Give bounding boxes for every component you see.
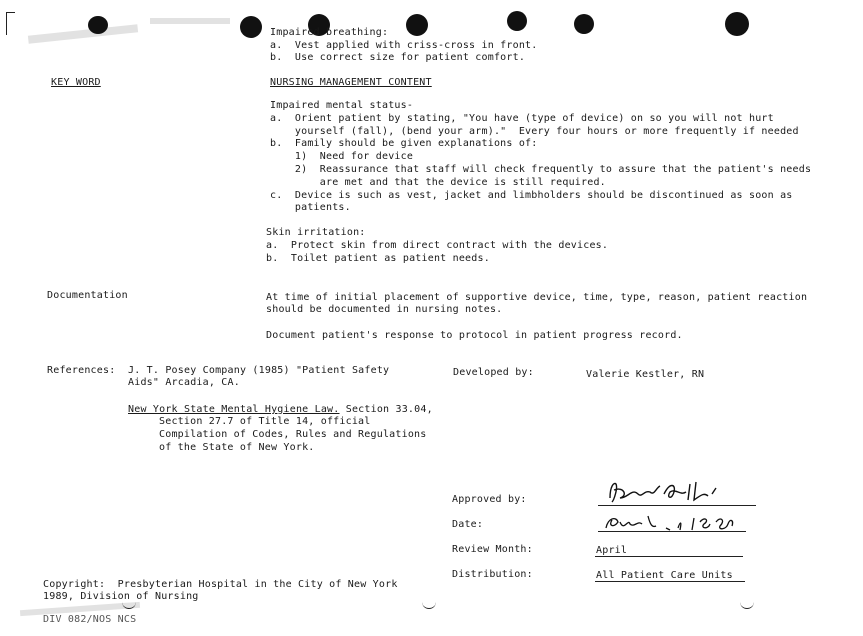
mental-item-c-line2: patients. [270,202,351,213]
date-line [598,531,746,532]
review-month-label: Review Month: [452,544,533,555]
developed-by-label: Developed by: [453,367,534,378]
skin-heading: Skin irritation: [266,227,366,238]
mental-item-c-line1: c. Device is such as vest, jacket and limbholders should be discontinued as soon as [270,190,793,201]
reference-2-title: New York State Mental Hygiene Law. [128,404,340,415]
scan-smudge [150,18,230,24]
documentation-line3: Document patient's response to protocol in patient progress record. [266,330,683,341]
punch-hole [88,16,108,34]
skin-item-b: b. Toilet patient as patient needs. [266,253,490,264]
reference-1-line1: J. T. Posey Company (1985) "Patient Safety [128,365,390,376]
scan-smudge [28,24,138,43]
documentation-line2: should be documented in nursing notes. [266,304,503,315]
breathing-item-a: a. Vest applied with criss-cross in front. [270,40,538,51]
copyright-line1: Copyright: Presbyterian Hospital in the City of New York [43,579,398,590]
content-heading: NURSING MANAGEMENT CONTENT [270,77,432,88]
mental-item-a-line1: a. Orient patient by stating, "You have (type of device) on so you will not hurt [270,113,774,124]
reference-2-section: Section 33.04, [339,404,433,415]
mental-heading: Impaired mental status- [270,100,414,111]
reference-1-line2: Aids" Arcadia, CA. [128,377,240,388]
distribution-label: Distribution: [452,569,533,580]
scan-arc-mark [422,600,436,609]
documentation-label: Documentation [47,290,128,301]
breathing-item-b: b. Use correct size for patient comfort. [270,52,526,63]
reference-2-line1 [128,404,433,416]
reference-2-line3: Compilation of Codes, Rules and Regulations [159,429,427,440]
mental-item-b-line1: b. Family should be given explanations of: [270,138,538,149]
punch-hole [240,16,262,38]
reference-2-line4: of the State of New York. [159,442,315,453]
punch-hole [725,12,749,36]
review-month-value: April [596,545,628,556]
approved-by-label: Approved by: [452,494,527,505]
punch-hole [406,14,428,36]
references-label: References: [47,365,116,376]
punch-hole [507,11,527,31]
distribution-line [595,581,745,582]
punch-hole [574,14,594,34]
approved-by-line [598,505,756,506]
scan-arc-mark [740,600,754,609]
approval-signature [604,478,756,506]
distribution-value: All Patient Care Units [596,570,733,581]
mental-item-b-line3: 2) Reassurance that staff will check frequently to assure that the patient's needs [270,164,812,175]
mental-item-b-line4: are met and that the device is still required. [270,177,606,188]
skin-item-a: a. Protect skin from direct contract with the devices. [266,240,609,251]
review-month-line [595,556,743,557]
date-label: Date: [452,519,484,530]
form-code: DIV 082/NOS NCS [43,614,137,625]
key-word-heading: KEY WORD [51,77,101,88]
copyright-line2: 1989, Division of Nursing [43,591,199,602]
reference-2-line2: Section 27.7 of Title 14, official [159,416,371,427]
mental-item-b-line2: 1) Need for device [270,151,414,162]
mental-item-a-line2: yourself (fall), (bend your arm)." Every four hours or more frequently if needed [270,126,799,137]
scan-corner-mark [6,12,15,35]
documentation-line1: At time of initial placement of supportive device, time, type, reason, patient reaction [266,292,808,303]
breathing-heading: Impaired breathing: [270,27,389,38]
developed-by-value: Valerie Kestler, RN [586,369,705,380]
